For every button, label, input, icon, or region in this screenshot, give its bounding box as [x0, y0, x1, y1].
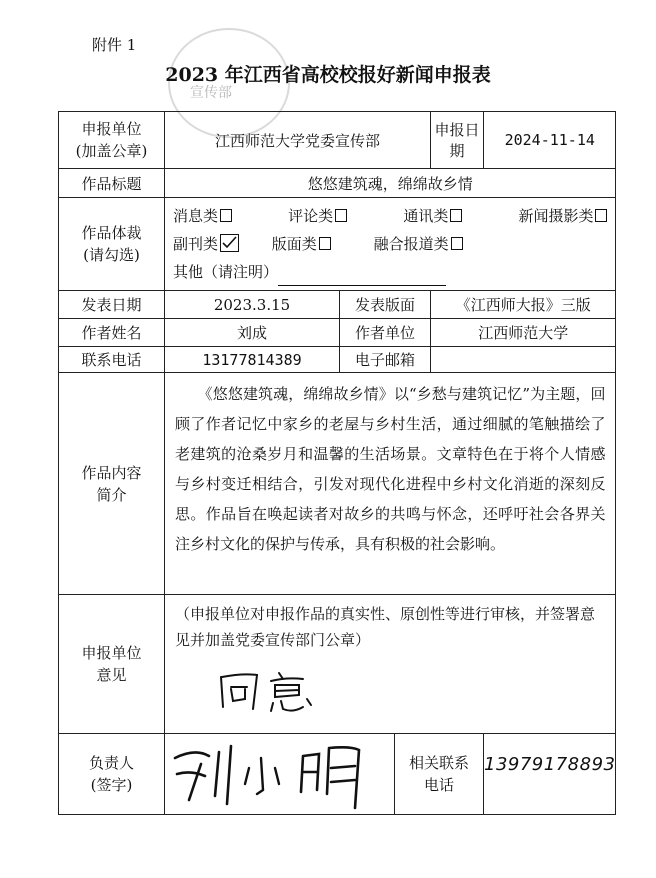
sign-label-cell — [59, 734, 165, 815]
checkbox-icon[interactable] — [450, 209, 462, 222]
sign-label-note: (签字) — [90, 776, 133, 794]
genre-option-news[interactable] — [173, 202, 232, 230]
opinion-cell — [165, 595, 616, 734]
date-label: 申报日期 — [431, 112, 484, 169]
publish-date-label: 发表日期 — [59, 291, 165, 319]
signature-cell — [165, 734, 395, 815]
contact-label: 相关联系 — [408, 754, 469, 772]
unit-value: 江西师范大学党委宣传部 — [165, 112, 431, 169]
genre-option-commentary[interactable] — [288, 202, 347, 230]
date-value: 2024-11-14 — [484, 112, 616, 169]
contact-phone-handwritten: 13979178893 — [484, 754, 616, 775]
genre-option-supplement[interactable] — [173, 235, 239, 253]
genre-options — [165, 198, 616, 291]
checkbox-icon[interactable] — [451, 237, 463, 250]
row-summary — [59, 373, 616, 595]
summary-text: 《悠悠建筑魂，绵绵故乡情》以“乡愁与建筑记忆”为主题，回顾了作者记忆中家乡的老屋与乡村生活，通过细腻的笔触描绘了老建筑的沧桑岁月和温馨的生活场景。文章特色在于将个人情感与乡村变迁相结合，引发对现代化进程中乡村文化消逝的深刻反思。作品旨在唤起读者对故乡的共鸣与怀念，还呼吁社会各界关注乡村文化的保护与传承，具有积极的社会影响。 — [165, 373, 616, 595]
genre-label: 作品体裁 — [81, 224, 142, 242]
genre-option-label: 融合报道类 — [373, 235, 449, 253]
author-unit-value: 江西师范大学 — [431, 319, 616, 347]
genre-option-label: 新闻摄影类 — [518, 207, 594, 225]
contact-label-sub: 电话 — [423, 776, 454, 794]
checkbox-icon[interactable] — [220, 209, 232, 222]
opinion-label-sub: 意见 — [96, 666, 127, 684]
summary-label-cell — [59, 373, 165, 595]
phone-value: 13177814389 — [165, 347, 340, 373]
opinion-label: 申报单位 — [81, 644, 142, 662]
checkbox-icon[interactable] — [595, 209, 607, 222]
summary-label-sub: 简介 — [96, 485, 127, 504]
genre-option-label: 通讯类 — [403, 207, 449, 225]
genre-label-cell — [59, 198, 165, 291]
row-sign — [59, 734, 616, 815]
opinion-handwriting — [213, 667, 605, 717]
checkbox-icon[interactable] — [335, 209, 347, 222]
page-title: 2023 年江西省高校校报好新闻申报表 — [165, 64, 491, 86]
row-unit — [59, 112, 616, 169]
row-author — [59, 319, 616, 347]
publish-page-value: 《江西师大报》三版 — [431, 291, 616, 319]
unit-label: 申报单位 — [81, 120, 142, 138]
sign-label: 负责人 — [88, 754, 134, 772]
title-label: 作品标题 — [59, 169, 165, 198]
author-name-label: 作者姓名 — [59, 319, 165, 347]
genre-other-label: 其他（请注明） — [173, 263, 279, 281]
contact-label-cell — [395, 734, 484, 815]
genre-label-note: (请勾选) — [83, 246, 140, 264]
genre-option-layout[interactable] — [272, 235, 331, 253]
row-genre — [59, 198, 616, 291]
genre-other-input[interactable] — [278, 269, 446, 286]
row-opinion — [59, 595, 616, 734]
genre-option-photo[interactable] — [518, 202, 607, 230]
row-publish — [59, 291, 616, 319]
genre-option-label: 评论类 — [288, 207, 334, 225]
contact-phone-cell — [484, 734, 616, 815]
opinion-instruction: （申报单位对申报作品的真实性、原创性等进行审核，并签署意见并加盖党委宣传部门公章） — [175, 605, 596, 649]
row-title — [59, 169, 616, 198]
opinion-label-cell — [59, 595, 165, 734]
signature-image — [165, 734, 390, 810]
author-name-value: 刘成 — [165, 319, 340, 347]
application-form-table — [58, 111, 616, 815]
unit-label-cell — [59, 112, 165, 169]
row-contact — [59, 347, 616, 373]
genre-option-feature[interactable] — [403, 202, 462, 230]
publish-page-label: 发表版面 — [340, 291, 431, 319]
seal-text: 宣传部 — [190, 85, 232, 101]
checkbox-checked-icon[interactable] — [220, 234, 239, 252]
summary-label: 作品内容 — [81, 463, 142, 482]
genre-option-media[interactable] — [374, 235, 463, 253]
email-value — [431, 347, 616, 373]
author-unit-label: 作者单位 — [340, 319, 431, 347]
phone-label: 联系电话 — [59, 347, 165, 373]
genre-option-label: 副刊类 — [173, 235, 219, 253]
unit-label-note: (加盖公章) — [75, 142, 148, 160]
genre-option-label: 版面类 — [271, 235, 317, 253]
attachment-label: 附件 1 — [92, 36, 137, 54]
checkbox-icon[interactable] — [319, 237, 331, 250]
title-value: 悠悠建筑魂，绵绵故乡情 — [165, 169, 616, 198]
publish-date-value: 2023.3.15 — [165, 291, 340, 319]
genre-option-label: 消息类 — [173, 207, 219, 225]
email-label: 电子邮箱 — [340, 347, 431, 373]
